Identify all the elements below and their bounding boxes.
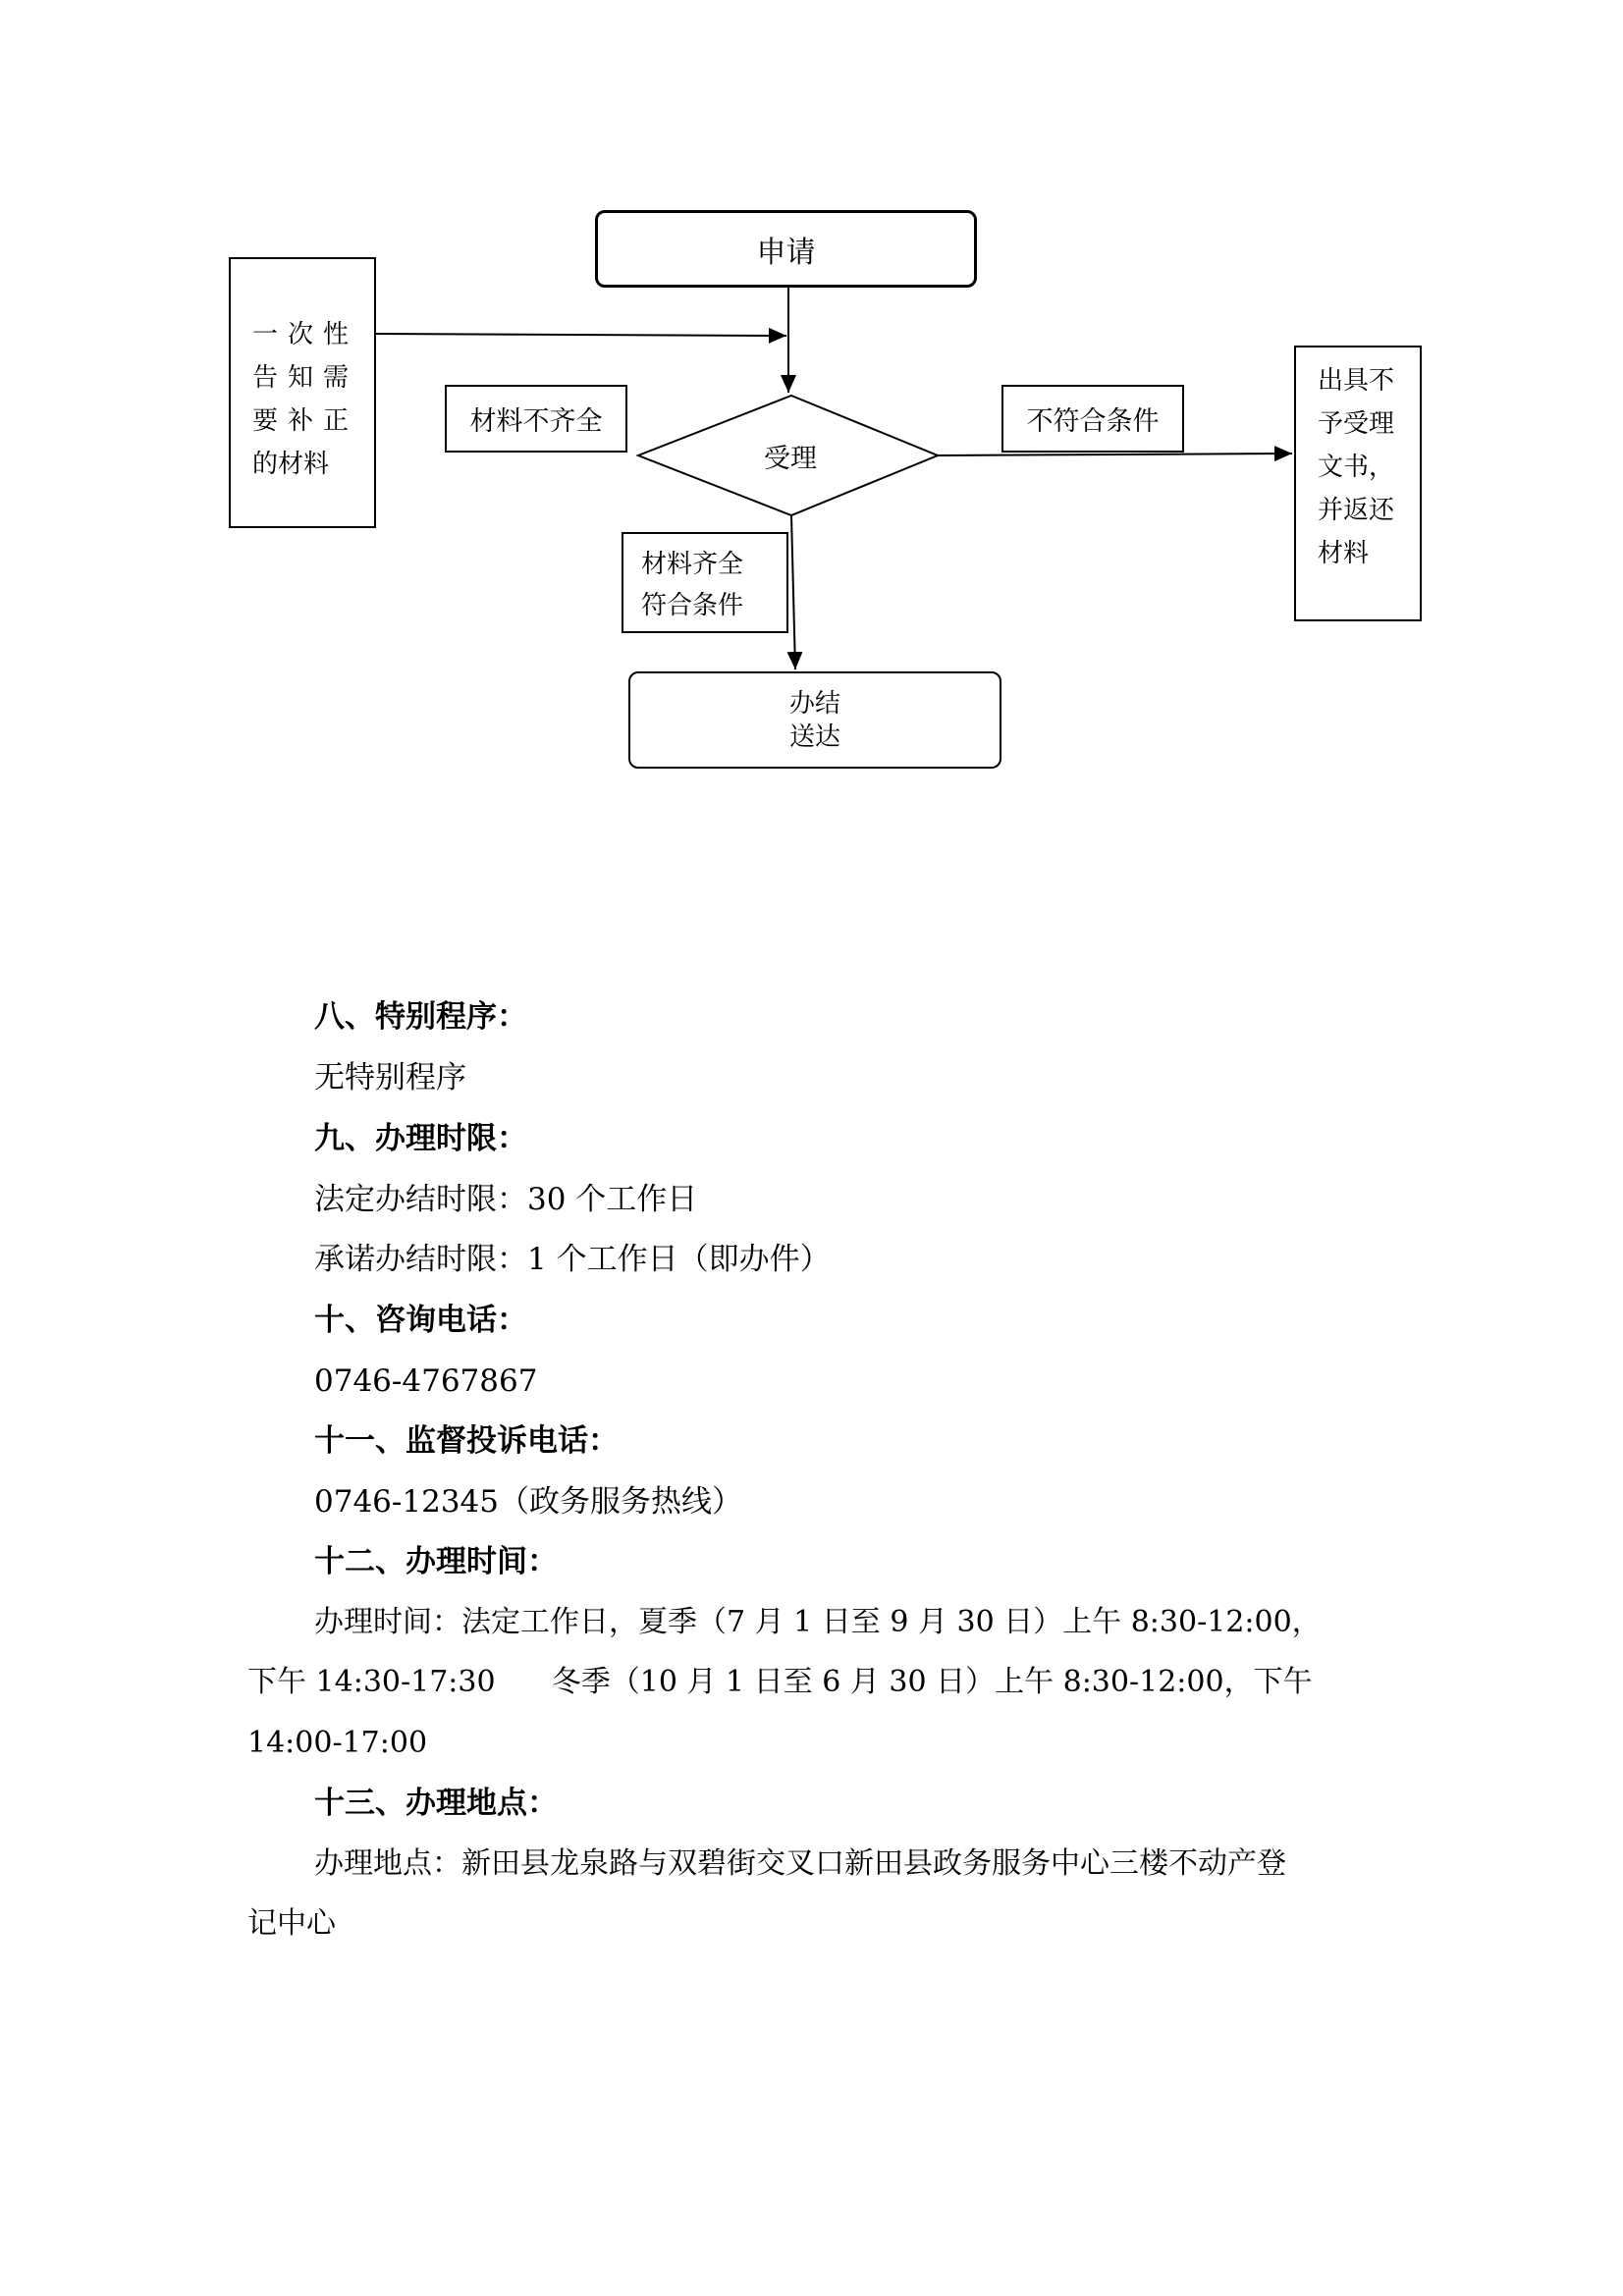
section-12-line-1: 办理时间：法定工作日，夏季（7 月 1 日至 9 月 30 日）上午 8:30-12:00， <box>314 1605 1322 1639</box>
reject-line: 出具不 <box>1318 366 1395 396</box>
finish-text <box>789 687 840 754</box>
incomplete-label: 材料不齐全 <box>469 406 603 437</box>
apply-label: 申请 <box>756 235 816 270</box>
section-9-title: 九、办理时限： <box>314 1121 527 1156</box>
section-13-title: 十三、办理地点： <box>314 1786 558 1821</box>
notify-text <box>252 313 358 486</box>
accept-text: 受理 <box>764 443 817 474</box>
apply-node <box>595 210 977 288</box>
notify-line: 告知需 <box>252 363 359 393</box>
arrow-accept-to-finish <box>791 515 795 669</box>
arrow-notify-to-main <box>375 334 786 336</box>
notify-line: 的材料 <box>252 450 330 479</box>
incomplete-label-box <box>445 385 627 453</box>
arrow-accept-to-reject <box>938 454 1292 455</box>
section-8-title: 八、特别程序： <box>314 999 527 1035</box>
reject-line: 材料 <box>1318 539 1370 568</box>
reject-box <box>1294 346 1422 621</box>
section-8-body: 无特别程序 <box>314 1060 466 1095</box>
complete-line: 符合条件 <box>641 591 744 620</box>
section-10-phone: 0746-4767867 <box>314 1363 538 1399</box>
notify-line: 一次性 <box>252 320 359 349</box>
not-qualified-label: 不符合条件 <box>1026 406 1160 437</box>
section-12-line-2: 下午 14:30-17:30 冬季（10 月 1 日至 6 月 30 日）上午 8:30-12:00，下午 <box>247 1665 1313 1699</box>
finish-line: 送达 <box>788 721 840 752</box>
reject-line: 并返还 <box>1318 496 1395 525</box>
reject-line: 予受理 <box>1318 409 1395 439</box>
section-13-line-2: 记中心 <box>247 1906 336 1941</box>
accept-label <box>707 432 874 479</box>
section-10-title: 十、咨询电话： <box>314 1303 527 1338</box>
finish-node <box>628 671 1001 769</box>
section-11-phone: 0746-12345（政务服务热线） <box>314 1484 742 1520</box>
notify-line: 要补正 <box>252 406 359 436</box>
complete-line: 材料齐全 <box>641 550 744 579</box>
complete-label-box <box>622 532 788 633</box>
finish-line: 办结 <box>788 688 840 719</box>
section-12-title: 十二、办理时间： <box>314 1544 558 1579</box>
section-12-line-3: 14:00-17:00 <box>247 1726 428 1760</box>
section-13-line-1: 办理地点：新田县龙泉路与双碧街交叉口新田县政务服务中心三楼不动产登 <box>314 1846 1286 1881</box>
section-9-legal: 法定办结时限：30 个工作日 <box>314 1182 698 1217</box>
section-11-title: 十一、监督投诉电话： <box>314 1423 619 1459</box>
not-qualified-label-box <box>1001 385 1184 453</box>
reject-text <box>1318 359 1394 575</box>
notify-box <box>229 257 376 528</box>
complete-text <box>641 544 743 626</box>
section-9-promise: 承诺办结时限：1 个工作日（即办件） <box>314 1242 831 1277</box>
reject-line: 文书， <box>1318 453 1395 482</box>
